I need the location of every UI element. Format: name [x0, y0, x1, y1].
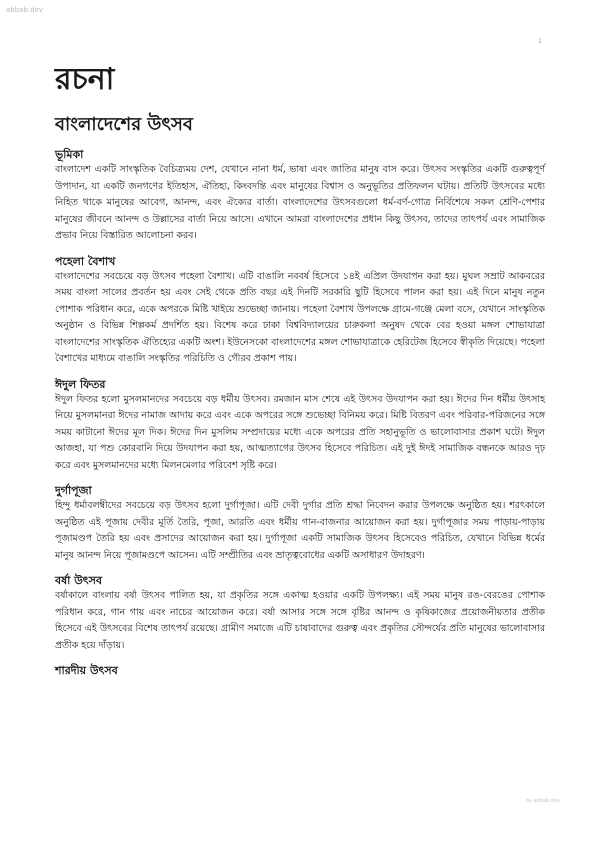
essay-title: বাংলাদেশের উৎসব [55, 114, 193, 135]
section-paragraph: বর্ষাকালে বাংলায় বর্ষা উৎসব পালিত হয়, যা প্রকৃতির সঙ্গে একাত্ম হওয়ার একটি উপলক্ষ্য। এই সময় মানুষ রঙ-বেরঙের পোশাক পরিধান করে, গান গায় এবং নাচের আয়োজন করে। বর্ষা আসার সঙ্গে সঙ্গে বৃষ্টির আনন্দ ও কৃষিকাজের প্রয়োজনীয়তার প্রতীক হিসেবে এই উৎসবের বিশেষ তাৎপর্য রয়েছে। গ্রামীণ সমাজে এটি চাষাবাদের গুরুত্ব এবং প্রকৃতির সৌন্দর্যের প্রতি মানুষের ভালোবাসার প্রতীক হয়ে দাঁড়ায়। [55, 590, 545, 651]
section-paragraph: বাংলাদেশের সবচেয়ে বড় উৎসব পহেলা বৈশাখ। এটি বাঙালি নববর্ষ হিসেবে ১৪ই এপ্রিল উদযাপন করা হয়। মুঘল সম্রাট আকবরের সময় বাংলা সালের প্রবর্তন হয় এবং সেই থেকে প্রতি বছর এই দিনটি সরকারি ছুটি হিসেবে পালন করা হয়। এই দিনে মানুষ নতুন পোশাক পরিধান করে, একে অপরকে মিষ্টি খাইয়ে শুভেচ্ছা জানায়। পহেলা বৈশাখ উপলক্ষে গ্রামে-গঞ্জে মেলা বসে, যেখানে সাংস্কৃতিক অনুষ্ঠান ও বিভিন্ন শিল্পকর্ম প্রদর্শিত হয়। বিশেষ করে ঢাকা বিশ্ববিদ্যালয়ের চারুকলা অনুষদ থেকে বের হওয়া মঙ্গল শোভাযাত্রা বাংলাদেশের সাংস্কৃতিক ঐতিহ্যের একটি অংশ। ইউনেসকো বাংলাদেশের মঙ্গল শোভাযাত্রাকে হেরিটেজ হিসেবে স্বীকৃতি দিয়েছে। পহেলা বৈশাখের মাধ্যমে বাঙালি সংস্কৃতির পরিচিতি ও গৌরব প্রকাশ পায়। [55, 270, 545, 364]
section-paragraph: ঈদুল ফিতর হলো মুসলমানদের সবচেয়ে বড় ধর্মীয় উৎসব। রমজান মাস শেষে এই উৎসব উদযাপন করা হয়। ঈদের দিন ধর্মীয় উৎসাহ নিয়ে মুসলমানরা ঈদের নামাজ আদায় করে এবং একে অপরের সঙ্গে শুভেচ্ছা বিনিময় করে। মিষ্টি বিতরণ এবং পরিবার-পরিজনের সঙ্গে সময় কাটানো ঈদের মূল দিক। ঈদের দিন মুসলিম সম্প্রদায়ের মধ্যে একে অপরের প্রতি সহানুভূতি ও ভালোবাসার প্রকাশ ঘটে। ঈদুল আজহা, যা পশু কোরবানি দিয়ে উদযাপন করা হয়, আত্মত্যাগের উৎসব হিসেবে পরিচিত। এই দুই ঈদই সামাজিক বন্ধনকে আরও দৃঢ় করে এবং মুসলমানদের মধ্যে মিলনমেলার পরিবেশ সৃষ্টি করে। [55, 393, 545, 471]
document-title: রচনা [55, 62, 115, 97]
section-heading: শারদীয় উৎসব [55, 664, 118, 677]
section-heading: পহেলা বৈশাখ [55, 254, 116, 268]
section-heading: দুর্গাপূজা [55, 484, 92, 497]
section-eid-ul-fitr [55, 378, 545, 475]
page-number: 1 [538, 38, 542, 45]
section-introduction [55, 148, 545, 245]
section-paragraph: বাংলাদেশ একটি সাংস্কৃতিক বৈচিত্র্যময় দেশ, যেখানে নানা ধর্ম, ভাষা এবং জাতির মানুষ বাস করে। উৎসব সংস্কৃতির একটি গুরুত্বপূর্ণ উপাদান, যা একটি জনগণের ইতিহাস, ঐতিহ্য, কিংবদন্তি এবং মানুষের বিশ্বাস ও অনুভূতির প্রতিফলন ঘটায়। প্রতিটি উৎসবের মধ্যে নিহিত থাকে মানুষের আবেগ, আনন্দ, এবং ঐক্যের বার্তা। বাংলাদেশের উৎসবগুলো ধর্ম-বর্ণ-গোত্র নির্বিশেষে সকল শ্রেণি-পেশার মানুষের জীবনে আনন্দ ও উল্লাসের বার্তা নিয়ে আসে। এখানে আমরা বাংলাদেশের প্রধান কিছু উৎসব, তাদের তাৎপর্য এবং সামাজিক প্রভাব নিয়ে বিস্তারিত আলোচনা করব। [55, 164, 545, 241]
section-borsha-utsob [55, 574, 545, 654]
section-heading: ঈদুল ফিতর [55, 377, 106, 391]
section-sharodiyo-utsob [55, 664, 545, 678]
section-pohela-boishakh [55, 255, 545, 368]
section-heading: ভূমিকা [55, 148, 84, 161]
document-body [55, 58, 545, 688]
section-durga-puja [55, 484, 545, 564]
section-paragraph: হিন্দু ধর্মাবলম্বীদের সবচেয়ে বড় উৎসব হলো দুর্গাপূজা। এটি দেবী দুর্গার প্রতি শ্রদ্ধা নিবেদন করার উপলক্ষে অনুষ্ঠিত হয়। শরৎকালে অনুষ্ঠিত এই পূজায় দেবীর মূর্তি তৈরি, পূজা, আরতি এবং ধর্মীয় গান-বাজনার আয়োজন করা হয়। দুর্গাপূজার সময় পাড়ায়-পাড়ায় পূজামণ্ডপ তৈরি হয় এবং প্রসাদের আয়োজন করা হয়। দুর্গাপূজা একটি সামাজিক উৎসব হিসেবেও পরিচিত, যেখানে বিভিন্ন ধর্মের মানুষ আনন্দ নিয়ে পূজামণ্ডপে আসেন। এটি সম্প্রীতির এবং ভ্রাতৃত্ববোধের একটি অসাধারণ উদাহরণ। [55, 500, 545, 561]
watermark-top: abbab.dev [6, 6, 44, 14]
section-heading: বর্ষা উৎসব [55, 574, 103, 587]
watermark-bottom: by abbab.dev [525, 798, 560, 804]
